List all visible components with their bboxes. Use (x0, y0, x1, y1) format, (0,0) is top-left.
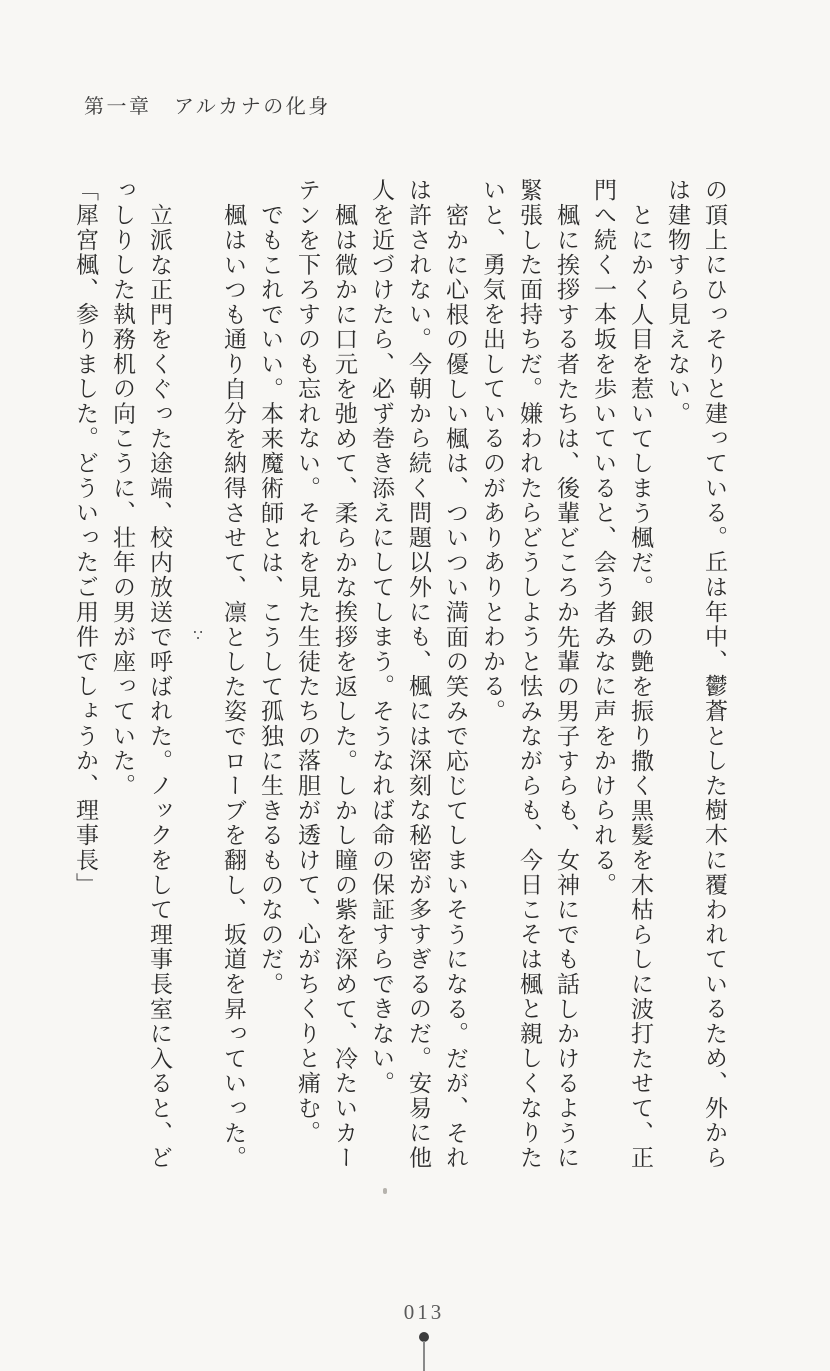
binding-mark-line (423, 1341, 425, 1371)
text-column: は建物すら見えない。 (665, 178, 690, 426)
text-column: 楓に挨拶する者たちは、後輩どころか先輩の男子すらも、女神にでも話しかけるように (554, 203, 579, 1171)
text-column: 「犀宮楓、参りました。どういったご用件でしょうか、理事長」 (73, 178, 98, 898)
text-column: の頂上にひっそりと建っている。丘は年中、鬱蒼とした樹木に覆われているため、外から (702, 178, 727, 1170)
text-column: 楓は微かに口元を弛めて、柔らかな挨拶を返した。しかし瞳の紫を深めて、冷たいカー (332, 203, 357, 1171)
text-column: いと、勇気を出しているのがありありとわかる。 (480, 178, 505, 724)
text-column: 立派な正門をくぐった途端、校内放送で呼ばれた。ノックをして理事長室に入ると、ど (147, 203, 172, 1171)
text-column: 楓はいつも通り自分を納得させて、凛とした姿でローブを翻し、坂道を昇っていった。 (221, 203, 246, 1171)
text-column: っしりした執務机の向こうに、壮年の男が座っていた。 (110, 178, 135, 798)
scan-speck (383, 1188, 387, 1194)
section-break-mark: ∵ (189, 626, 205, 644)
text-column: 密かに心根の優しい楓は、ついつい満面の笑みで応じてしまいそうになる。だが、それ (443, 203, 468, 1171)
chapter-header: 第一章 アルカナの化身 (84, 96, 331, 118)
body-text (67, 178, 733, 1178)
page-number: 013 (403, 1300, 445, 1324)
text-column: でもこれでいい。本来魔術師とは、こうして孤独に生きるものなのだ。 (258, 203, 283, 997)
text-column: テンを下ろすのも忘れない。それを見た生徒たちの落胆が透けて、心がちくりと痛む。 (295, 178, 320, 1146)
text-column: は許されない。今朝から続く問題以外にも、楓には深刻な秘密が多すぎるのだ。安易に他 (406, 178, 431, 1170)
text-column: 門へ続く一本坂を歩いていると、会う者みなに声をかけられる。 (591, 178, 616, 898)
text-column: とにかく人目を惹いてしまう楓だ。銀の艶を振り撒く黒髪を木枯らしに波打たせて、正 (628, 203, 653, 1171)
text-column: 緊張した面持ちだ。嫌われたらどうしようと怯みながらも、今日こそは楓と親しくなりた (517, 178, 542, 1170)
text-column: 人を近づけたら、必ず巻き添えにしてしまう。そうなれば命の保証すらできない。 (369, 178, 394, 1096)
